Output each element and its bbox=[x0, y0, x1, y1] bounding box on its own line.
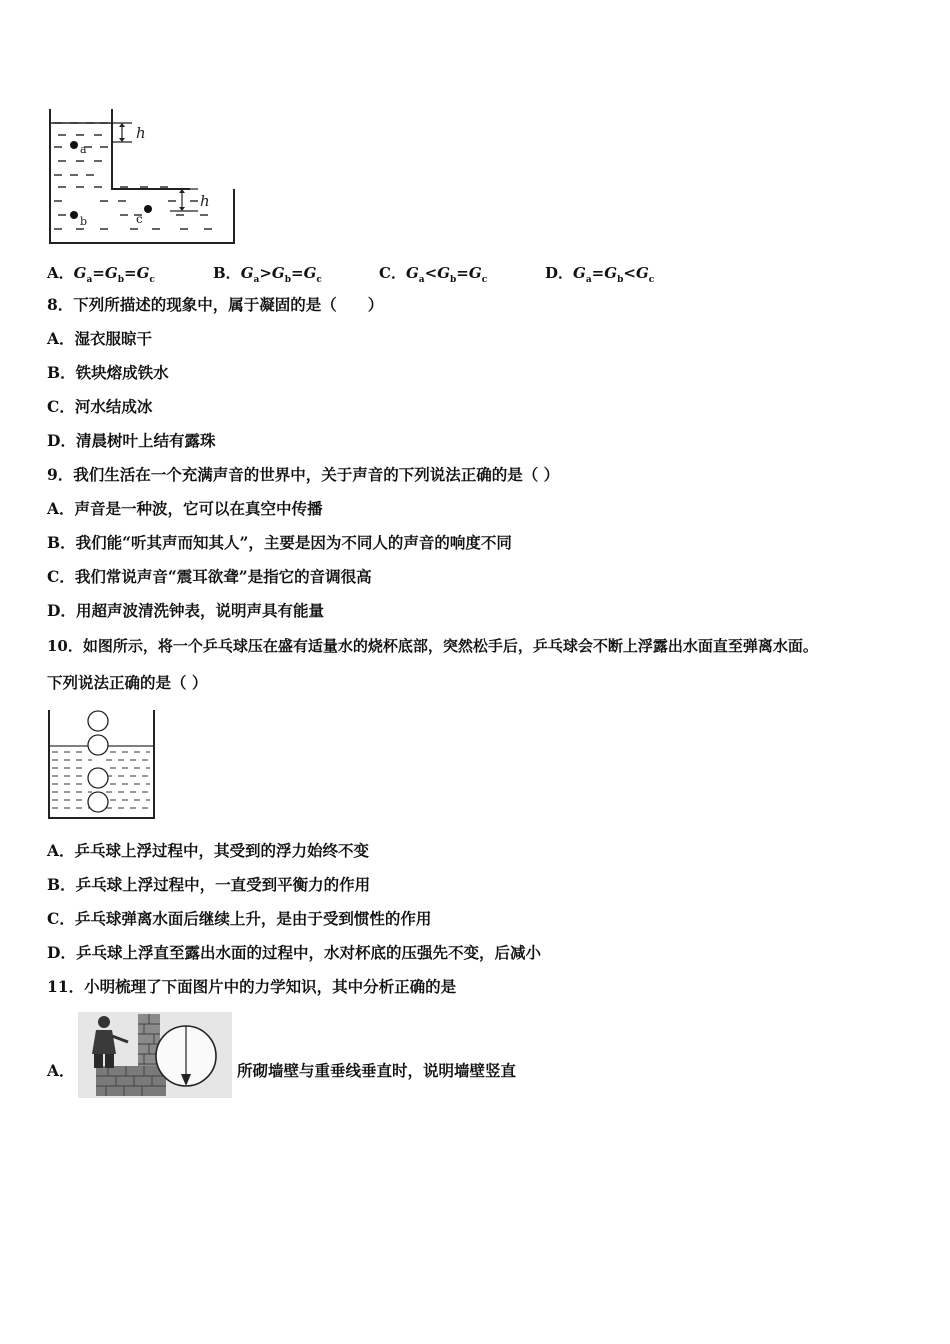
ping-pong-ball-3 bbox=[88, 768, 108, 788]
q7-option-c[interactable]: C．$G_a<G_b=G_c$ bbox=[379, 264, 488, 285]
q7-label-c: c bbox=[136, 212, 143, 226]
q10-option-b[interactable]: B．乒乓球上浮过程中，一直受到平衡力的作用 bbox=[47, 875, 371, 894]
q11-bricklayer-figure bbox=[78, 1012, 232, 1098]
q7-option-d[interactable]: D．$G_a=G_b<G_c$ bbox=[545, 264, 655, 285]
ping-pong-ball-1 bbox=[88, 711, 108, 731]
q8-option-d[interactable]: D．清晨树叶上结有露珠 bbox=[47, 431, 216, 450]
q7-label-h2: h bbox=[200, 192, 210, 210]
q11-option-a-letter[interactable]: A． bbox=[47, 1061, 75, 1080]
q11-option-a-text[interactable]: 所砌墙壁与重垂线垂直时，说明墙壁竖直 bbox=[237, 1061, 517, 1080]
ball-c bbox=[144, 205, 152, 213]
q7-option-a[interactable]: A．$G_a=G_b=G_c$ bbox=[47, 264, 155, 285]
ball-b bbox=[70, 211, 78, 219]
q7-label-h1: h bbox=[136, 124, 146, 142]
q10-stem-line1: 10．如图所示，将一个乒乓球压在盛有适量水的烧杯底部，突然松手后，乒乓球会不断上浮露出水面直至弹离水面。 bbox=[47, 637, 818, 655]
q10-option-a[interactable]: A．乒乓球上浮过程中，其受到的浮力始终不变 bbox=[47, 841, 370, 860]
ping-pong-ball-4 bbox=[88, 792, 108, 812]
q9-option-c[interactable]: C．我们常说声音“震耳欲聋”是指它的音调很高 bbox=[47, 567, 372, 586]
q8-option-a[interactable]: A．湿衣服晾干 bbox=[47, 329, 153, 348]
q7-label-a: a bbox=[80, 143, 87, 156]
q9-option-b[interactable]: B．我们能“听其声而知其人”，主要是因为不同人的声音的响度不同 bbox=[47, 533, 512, 552]
q8-option-b[interactable]: B．铁块熔成铁水 bbox=[47, 363, 169, 382]
q9-option-a[interactable]: A．声音是一种波，它可以在真空中传播 bbox=[47, 499, 323, 518]
q10-beaker-figure bbox=[44, 708, 159, 823]
q7-option-b[interactable]: B．$G_a>G_b=G_c$ bbox=[213, 264, 322, 285]
q7-container-figure bbox=[40, 105, 240, 250]
q10-option-d[interactable]: D．乒乓球上浮直至露出水面的过程中，水对杯底的压强先不变，后减小 bbox=[47, 943, 541, 962]
ball-a bbox=[70, 141, 78, 149]
q9-option-d[interactable]: D．用超声波清洗钟表，说明声具有能量 bbox=[47, 601, 324, 620]
ping-pong-ball-2 bbox=[88, 735, 108, 755]
q9-stem: 9．我们生活在一个充满声音的世界中，关于声音的下列说法正确的是（ ） bbox=[47, 465, 560, 484]
q7-label-b: b bbox=[80, 215, 88, 228]
q11-stem: 11．小明梳理了下面图片中的力学知识，其中分析正确的是 bbox=[47, 977, 457, 996]
q8-stem: 8．下列所描述的现象中，属于凝固的是（ ） bbox=[47, 295, 384, 314]
q10-option-c[interactable]: C．乒乓球弹离水面后继续上升，是由于受到惯性的作用 bbox=[47, 909, 432, 928]
q10-stem-line2: 下列说法正确的是（ ） bbox=[47, 673, 208, 692]
q8-option-c[interactable]: C．河水结成冰 bbox=[47, 397, 153, 416]
q7-options bbox=[47, 262, 711, 285]
